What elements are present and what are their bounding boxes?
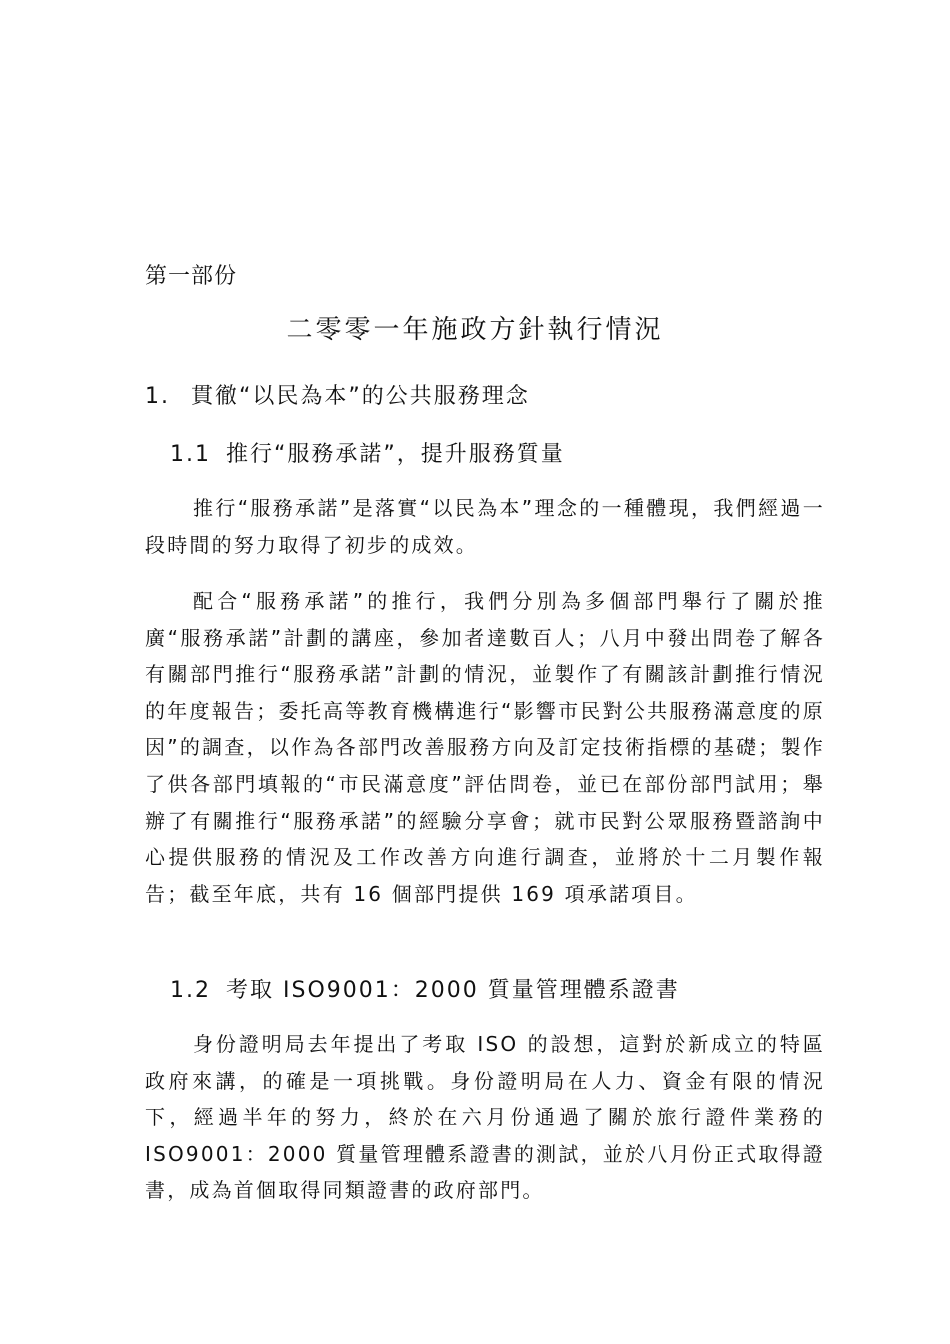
section-1-1-title: 推行“服務承諾”，提升服務質量 [226,442,565,467]
section-1-1-paragraph-1: 推行“服務承諾”是落實“以民為本”理念的一種體現，我們經過一段時間的努力取得了初步的成效。 [145,496,825,557]
section-1-1-paragraph-2: 配合“服務承諾”的推行，我們分別為多個部門舉行了關於推廣“服務承諾”計劃的講座，參加者達數百人；八月中發出問卷了解各有關部門推行“服務承諾”計劃的情況，並製作了有關該計劃推行情況的年度報告；委托高等教育機構進行“影響市民對公共服務滿意度的原因”的調查，以作為各部門改善服務方向及訂定技術指標的基礎；製作了供各部門填報的“市民滿意度”評估問卷，並已在部份部門試用；舉辦了有關推行“服務承諾”的經驗分享會；就市民對公眾服務暨諮詢中心提供服務的情況及工作改善方向進行調查，並將於十二月製作報告；截至年底，共有 16 個部門提供 169 項承諾項目。 [145,589,825,906]
section-1-title: 貫徹“以民為本”的公共服務理念 [191,384,530,409]
section-1-1-number: 1.1 [170,442,211,467]
document-title: 二零零一年施政方針執行情況 [286,315,664,345]
section-1-2-paragraph-1: 身份證明局去年提出了考取 ISO 的設想，這對於新成立的特區政府來講，的確是一項挑戰。身份證明局在人力、資金有限的情況下，經過半年的努力，終於在六月份通過了關於旅行證件業務的 ISO9001：2000 質量管理體系證書的測試，並於八月份正式取得證書，成為首個取得同類證書的政府部門。 [145,1032,825,1203]
section-1-heading [145,379,530,410]
section-1-2-heading [170,973,680,1004]
section-1-2-number: 1.2 [170,978,211,1003]
part-label: 第一部份 [145,264,238,289]
section-1-2-title: 考取 ISO9001：2000 質量管理體系證書 [226,978,680,1003]
section-1-1-heading [170,437,565,468]
section-1-number: 1. [145,384,170,409]
